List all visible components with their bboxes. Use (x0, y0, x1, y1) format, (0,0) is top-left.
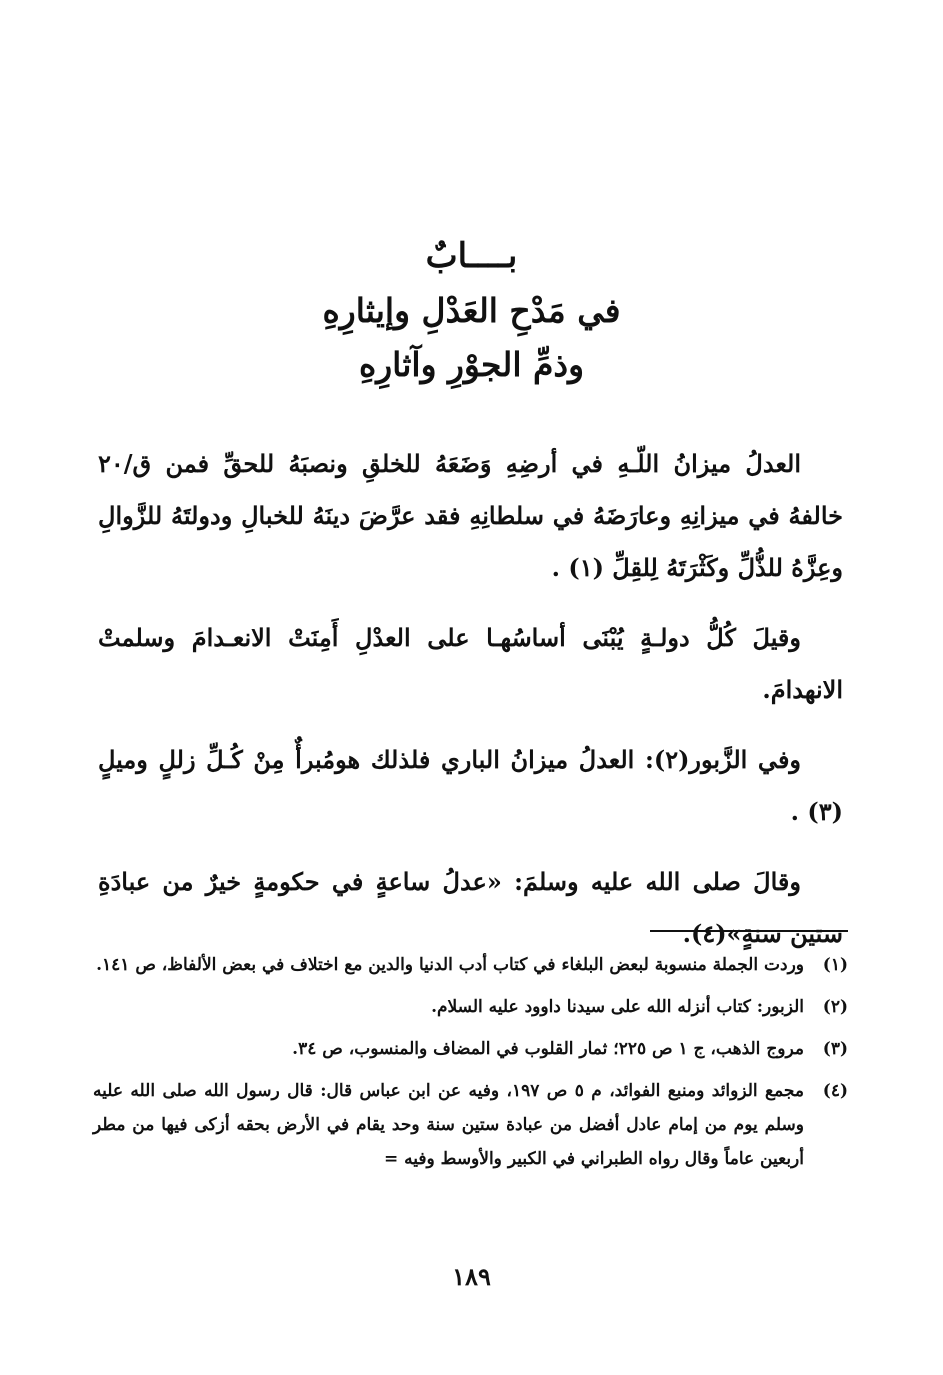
chapter-label: بــــابٌ (425, 236, 518, 276)
paragraph: العدلُ ميزانُ اللّـهِ في أرضِهِ وَضَعَهُ للخلقِ ونصبَهُ للحقِّ فمن ق/٢٠ خالفهُ في ميزانِهِ وعارَضَهُ في سلطانِهِ فقد عرَّضَ دينَهُ للخبالِ ودولتَهُ للزَّوالِ وعِزَّهُ للذُّلِّ وكَثْرَتَهُ لِلقِلِّ (١) . (98, 449, 843, 582)
footnotes (93, 948, 848, 1184)
footnote-text: الزبور: كتاب أنزله الله على سيدنا داوود عليه السلام. (431, 997, 804, 1017)
footnote (93, 1032, 848, 1066)
footnote-text: وردت الجملة منسوبة لبعض البلغاء في كتاب أدب الدنيا والدين مع اختلاف في بعض الألفاظ، ص ١٤١. (96, 955, 804, 975)
footnote-separator (650, 930, 848, 932)
footnote-text: مروج الذهب، ج ١ ص ٢٢٥؛ ثمار القلوب في المضاف والمنسوب، ص ٣٤. (292, 1039, 804, 1059)
chapter-heading (0, 228, 943, 392)
footnote-number: (٢) (822, 997, 848, 1017)
paragraph: وقيلَ كُلُّ دولـةٍ يُبْنَى أساسُهـا على العدْلِ أَمِنَتْ الانعـدامَ وسلمتْ الانهدامَ. (98, 623, 843, 704)
footnote-text: مجمع الزوائد ومنبع الفوائد، م ٥ ص ١٩٧، وفيه عن ابن عباس قال: قال رسول الله صلى الله عليه وسلم يوم من إمام عادل أفضل من عبادة ستين سنة وحد يقام في الأرض بحقه أزكى فيها من مطر أربعين عاماً وقال رواه الطبراني في الكبير والأوسط وفيه = (93, 1081, 805, 1169)
paragraph: وقالَ صلى الله عليه وسلمَ: «عدلُ ساعةٍ في حكومةٍ خيرٌ من عبادَةِ ستين سنةٍ»(٤). (98, 867, 843, 948)
paragraph: وفي الزَّبور(٢): العدلُ ميزانُ الباري فلذلك هومُبرأٌ مِنْ كُـلِّ زللٍ وميلٍ (٣) . (98, 745, 843, 826)
main-text (98, 438, 843, 978)
footnote (93, 948, 848, 982)
page-number: ١٨٩ (452, 1262, 491, 1291)
footnote-number: (٤) (822, 1081, 848, 1101)
footnote-number: (٣) (822, 1039, 848, 1059)
footnote (93, 990, 848, 1024)
footnote-number: (١) (822, 955, 848, 975)
footnote (93, 1074, 848, 1176)
chapter-title-line-1: في مَدْحِ العَدْلِ وإيثارِهِ (322, 291, 621, 330)
chapter-title-line-2: وذمِّ الجوْرِ وآثارِهِ (358, 345, 585, 384)
